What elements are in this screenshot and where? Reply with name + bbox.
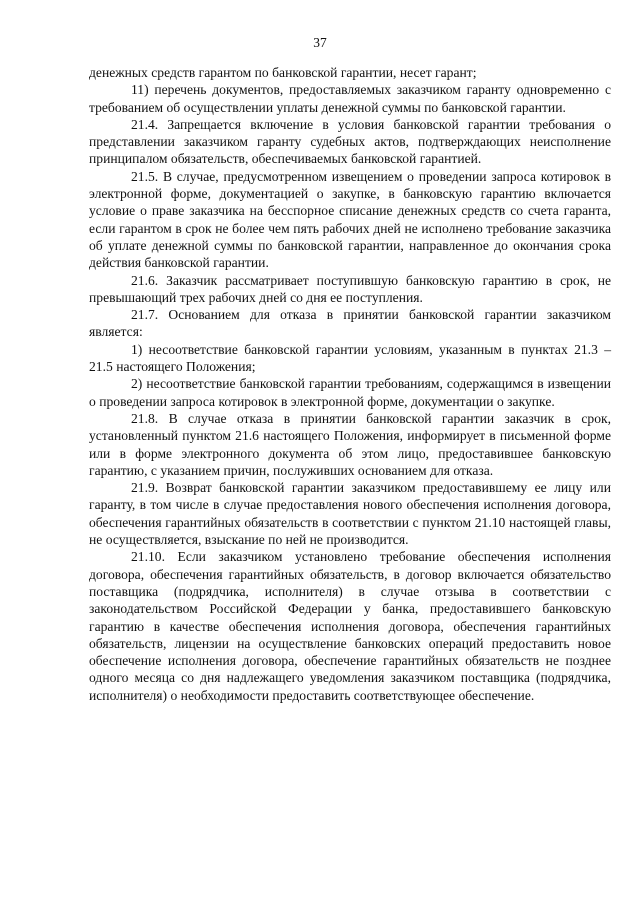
page-number: 37 — [313, 35, 327, 50]
paragraph: 1) несоответствие банковской гарантии условиям, указанным в пунктах 21.3 – 21.5 настоящего Положения; — [89, 341, 611, 375]
paragraph: 11) перечень документов, предоставляемых заказчиком гаранту одновременно с требованием об осуществлении уплаты денежной суммы по банковской гарантии. — [89, 82, 611, 115]
paragraph: 21.5. В случае, предусмотренном извещением о проведении запроса котировок в электронной форме, документацией о закупке, в банковскую гарантию включается условие о праве заказчика на бесспорное списание денежных средств со счета гаранта, если гарантом в срок не более чем пять рабочих дней не исполнено требование заказчика об уплате денежной суммы по банковской гарантии, направленное до окончания срока действия банковской гарантии. — [89, 168, 611, 271]
paragraph: 21.10. Если заказчиком установлено требование обеспечения исполнения договора, обеспечения гарантийных обязательств, в договор включается обязательство поставщика (подрядчика, исполнителя) в случае отзыва в соответствии с законодательством Российской Федерации у банка, предоставившего банковскую гарантию в качестве обеспечения исполнения договора, обеспечения гарантийных обязательств, лицензии на осуществление банковских операций предоставить новое обеспечение исполнения договора, обеспечение гарантийных обязательств не позднее одного месяца со дня надлежащего уведомления заказчиком поставщика (подрядчика, исполнителя) о необходимости предоставить соответствующее обеспечение. — [89, 549, 611, 703]
paragraph: 21.8. В случае отказа в принятии банковской гарантии заказчик в срок, установленный пунктом 21.6 настоящего Положения, информирует в письменной форме или в форме электронного документа об этом лицо, предоставившее банковскую гарантию, с указанием причин, послуживших основанием для отказа. — [89, 410, 611, 478]
paragraph: 2) несоответствие банковской гарантии требованиям, содержащимся в извещении о проведении запроса котировок в электронной форме, документации о закупке. — [89, 376, 611, 409]
paragraph: 21.4. Запрещается включение в условия банковской гарантии требования о представлении заказчиком гаранту судебных актов, подтверждающих неисполнение принципалом обязательств, обеспечиваемых банковской гарантией. — [89, 116, 611, 167]
paragraph: 21.7. Основанием для отказа в принятии банковской гарантии заказчиком является: — [89, 307, 611, 340]
paragraph: 21.6. Заказчик рассматривает поступившую банковскую гарантию в срок, не превышающий трех рабочих дней со дня ее поступления. — [89, 272, 611, 305]
paragraph: денежных средств гарантом по банковской гарантии, несет гарант; — [89, 65, 477, 80]
document-body — [89, 64, 611, 704]
paragraph: 21.9. Возврат банковской гарантии заказчиком предоставившему ее лицу или гаранту, в том числе в случае предоставления нового обеспечения исполнения договора, обеспечения гарантийных обязательств в соответствии с пунктом 21.10 настоящей главы, не осуществляется, взыскание по ней не производится. — [89, 480, 611, 548]
